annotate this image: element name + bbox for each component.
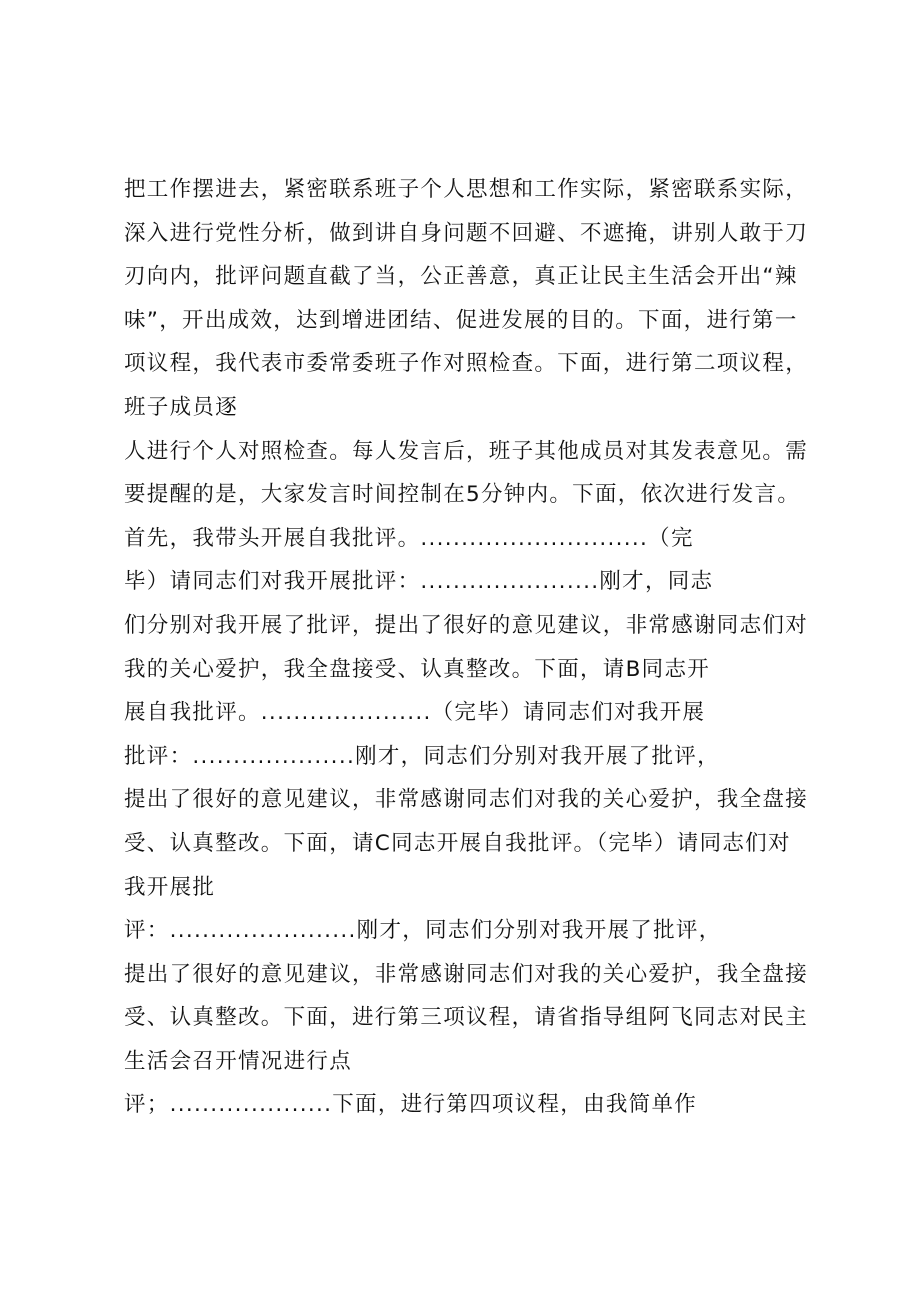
text-line: 班子成员逐 [124, 394, 239, 420]
text-line: 深入进行党性分析，做到讲自身问题不回避、不遮掩，讲别人敢于刀 [124, 220, 809, 246]
text-line: 展自我批评。.....................（完毕）请同志们对我开展 [124, 700, 706, 726]
text-line: 提出了很好的意见建议，非常感谢同志们对我的关心爱护，我全盘接 [124, 961, 809, 987]
text-line: 生活会召开情况进行点 [124, 1048, 353, 1074]
text-line: 受、认真整改。下面，进行第三项议程，请省指导组阿飞同志对民主 [124, 1005, 809, 1031]
text-line: 们分别对我开展了批评，提出了很好的意见建议，非常感谢同志们对 [124, 612, 809, 638]
text-line: 人进行个人对照检查。每人发言后，班子其他成员对其发表意见。需 [124, 438, 809, 464]
text-line: 我的关心爱护，我全盘接受、认真整改。下面，请B同志开 [124, 656, 711, 682]
text-line: 刃向内，批评问题直截了当，公正善意，真正让民主生活会开出“辣 [124, 264, 798, 290]
text-line: 批评：....................刚才，同志们分别对我开展了批评， [124, 743, 720, 769]
text-line: 要提醒的是，大家发言时间控制在5分钟内。下面，依次进行发言。 [124, 482, 801, 508]
text-line: 首先，我带头开展自我批评。............................（完 [124, 525, 694, 551]
text-line: 评：.......................刚才，同志们分别对我开展了批评， [124, 918, 722, 944]
text-line: 我开展批 [124, 874, 216, 900]
body-text [124, 168, 814, 1127]
text-line: 毕）请同志们对我开展批评：......................刚才，同志 [124, 569, 714, 595]
text-line: 提出了很好的意见建议，非常感谢同志们对我的关心爱护，我全盘接 [124, 787, 809, 813]
text-line: 受、认真整改。下面，请C同志开展自我批评。（完毕）请同志们对 [124, 830, 791, 856]
text-line: 味”，开出成效，达到增进团结、促进发展的目的。下面，进行第一 [124, 307, 798, 333]
text-line: 项议程，我代表市委常委班子作对照检查。下面，进行第二项议程， [124, 351, 809, 377]
text-line: 评；....................下面，进行第四项议程，由我简单作 [124, 1092, 698, 1118]
text-line: 把工作摆进去，紧密联系班子个人思想和工作实际，紧密联系实际， [124, 177, 809, 202]
